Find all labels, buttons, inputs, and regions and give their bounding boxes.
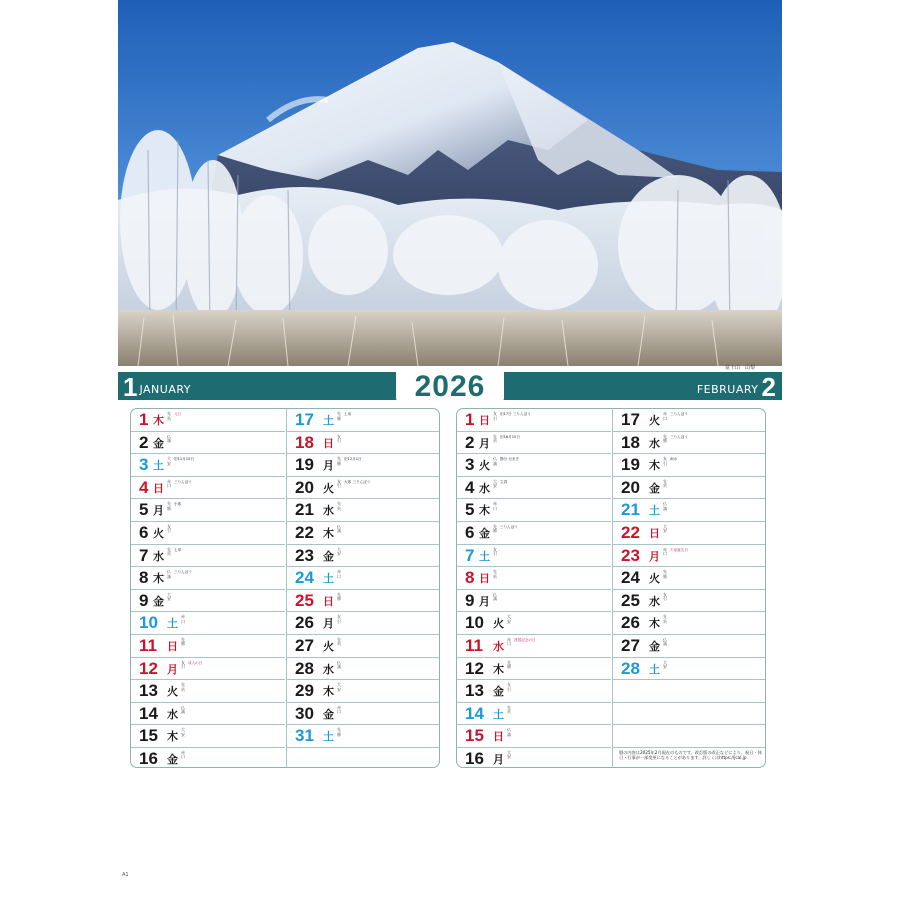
rokuyo-label: 赤口 xyxy=(663,411,667,421)
january-name: JANUARY xyxy=(139,383,192,396)
weekday-label: 日 xyxy=(479,414,490,427)
rokuyo-label: 先負 xyxy=(493,433,497,444)
day-row xyxy=(613,545,766,568)
day-row xyxy=(613,499,766,522)
day-number: 31 xyxy=(295,726,314,746)
weekday-label: 金 xyxy=(493,685,504,699)
rokuyo-label: 友引 xyxy=(337,433,341,444)
rokuyo-label: 先勝 xyxy=(167,501,171,511)
day-number: 17 xyxy=(621,410,640,429)
weekday-label: 水 xyxy=(153,549,164,563)
day-row xyxy=(287,680,440,703)
year-tab xyxy=(396,372,504,402)
weekday-label: 火 xyxy=(493,617,504,631)
day-number: 4 xyxy=(465,477,475,497)
rokuyo-label: 大安 xyxy=(167,456,171,466)
rokuyo-label: 友引 xyxy=(337,478,341,489)
weekday-label: 月 xyxy=(479,436,490,450)
day-row xyxy=(613,680,766,703)
rokuyo-label: 先勝 xyxy=(507,659,511,670)
day-row xyxy=(287,499,440,522)
rokuyo-label: 友引 xyxy=(507,682,511,692)
day-number: 28 xyxy=(621,658,640,678)
rokuyo-label: 先勝 xyxy=(181,636,185,647)
day-row xyxy=(457,545,611,568)
day-event-label: 旧16月15日 xyxy=(500,434,520,439)
day-number: 9 xyxy=(465,590,475,610)
rokuyo-label: 友引 xyxy=(493,546,497,557)
weekday-label: 日 xyxy=(479,572,490,586)
day-number: 1 xyxy=(139,410,149,429)
day-row xyxy=(287,612,440,635)
day-row xyxy=(131,454,285,477)
day-row xyxy=(287,432,440,455)
day-number: 12 xyxy=(465,658,484,678)
day-row xyxy=(131,680,285,703)
rokuyo-label: 大安 xyxy=(493,478,497,489)
calendar-note: 暦の内容は2025年2月現在のものです。改訂版の改正などにより、祝日・休日・行事が一部変更になることがあります。詳しくはhttps://jcal.jp xyxy=(619,749,762,761)
weekday-label: 木 xyxy=(153,414,164,427)
rokuyo-label: 先負 xyxy=(337,501,341,511)
day-number: 7 xyxy=(139,545,149,565)
january-column-2 xyxy=(286,409,440,768)
rokuyo-label: 仏滅 xyxy=(493,591,497,602)
day-number: 2 xyxy=(139,432,149,452)
weekday-label: 月 xyxy=(323,459,334,473)
day-number: 21 xyxy=(621,500,640,520)
rokuyo-label: 先勝 xyxy=(337,456,341,466)
day-number: 10 xyxy=(139,613,158,633)
day-event-label: 三りんぼう xyxy=(670,412,688,416)
day-number: 15 xyxy=(465,726,484,746)
day-number: 17 xyxy=(295,410,314,429)
rokuyo-label: 仏滅 xyxy=(493,456,497,466)
day-row xyxy=(613,725,766,748)
day-number: 16 xyxy=(465,748,484,768)
day-row xyxy=(457,477,611,500)
day-row xyxy=(131,545,285,568)
weekday-label: 水 xyxy=(167,707,178,721)
day-number: 10 xyxy=(465,613,484,633)
day-event-label: 三りんぼう xyxy=(174,479,192,484)
day-number: 19 xyxy=(295,455,314,475)
weekday-label: 木 xyxy=(167,730,178,744)
day-event-label: 立春 xyxy=(500,479,508,484)
day-number: 23 xyxy=(295,545,314,565)
day-row xyxy=(613,703,766,726)
day-number: 13 xyxy=(139,681,158,701)
day-row xyxy=(131,409,285,432)
day-row xyxy=(131,612,285,635)
rokuyo-label: 先勝 xyxy=(337,591,341,602)
rokuyo-label: 赤口 xyxy=(181,749,185,760)
day-number: 8 xyxy=(465,568,475,588)
rokuyo-label: 先勝 xyxy=(663,569,667,579)
day-row xyxy=(613,612,766,635)
day-row xyxy=(131,477,285,500)
day-number: 19 xyxy=(621,455,640,475)
day-row xyxy=(457,725,611,748)
day-row xyxy=(613,658,766,681)
day-event-label: 成人の日 xyxy=(188,660,203,665)
day-event-label: 天皇誕生日 xyxy=(670,547,688,552)
day-row xyxy=(287,635,440,658)
day-event-label: 三りんぼう xyxy=(500,524,518,529)
day-number: 18 xyxy=(295,432,314,452)
rokuyo-label: 大安 xyxy=(337,682,341,692)
weekday-label: 水 xyxy=(493,639,504,653)
weekday-label: 日 xyxy=(649,526,660,540)
day-number: 6 xyxy=(465,522,475,542)
day-event-label: 旧11月15日 xyxy=(174,457,194,462)
day-number: 22 xyxy=(295,522,314,542)
weekday-label: 金 xyxy=(153,436,164,450)
rokuyo-label: 先負 xyxy=(663,614,667,624)
january-panel xyxy=(130,408,440,768)
rokuyo-label: 赤口 xyxy=(663,546,667,557)
day-row xyxy=(457,635,611,658)
day-row xyxy=(287,477,440,500)
day-number: 11 xyxy=(465,635,483,655)
day-event-label: 旧12月1日 xyxy=(344,457,362,462)
weekday-label: 土 xyxy=(323,730,334,744)
rokuyo-label: 先負 xyxy=(493,569,497,579)
day-number: 15 xyxy=(139,726,158,746)
rokuyo-label: 先勝 xyxy=(337,727,341,737)
weekday-label: 月 xyxy=(153,504,164,518)
rokuyo-label: 仏滅 xyxy=(663,636,667,647)
january-column-1 xyxy=(131,409,285,768)
day-number: 20 xyxy=(295,477,314,497)
day-event-label: 七草 xyxy=(174,547,182,552)
february-column-2 xyxy=(612,409,766,768)
rokuyo-label: 大安 xyxy=(663,523,667,534)
day-row xyxy=(613,748,766,768)
weekday-label: 木 xyxy=(153,572,164,586)
day-number: 16 xyxy=(139,748,158,768)
day-row xyxy=(287,590,440,613)
weekday-label: 土 xyxy=(323,414,334,427)
rokuyo-label: 友引 xyxy=(663,591,667,602)
rokuyo-label: 大安 xyxy=(663,659,667,670)
day-row xyxy=(131,703,285,726)
weekday-label: 月 xyxy=(649,549,660,563)
weekday-label: 火 xyxy=(479,459,490,473)
weekday-label: 火 xyxy=(153,526,164,540)
day-row xyxy=(613,454,766,477)
year-label: 2026 xyxy=(414,370,486,403)
rokuyo-label: 赤口 xyxy=(507,636,511,647)
day-row xyxy=(457,522,611,545)
weekday-label: 木 xyxy=(323,685,334,699)
rokuyo-label: 仏滅 xyxy=(507,727,511,737)
day-number: 5 xyxy=(465,500,475,520)
day-number: 6 xyxy=(139,522,149,542)
rokuyo-label: 先負 xyxy=(663,478,667,489)
day-event-label: 建国記念の日 xyxy=(514,637,536,642)
day-number: 4 xyxy=(139,477,149,497)
day-number: 1 xyxy=(465,410,475,429)
day-row xyxy=(613,635,766,658)
day-number: 29 xyxy=(295,681,314,701)
rokuyo-label: 大安 xyxy=(181,727,185,737)
day-row xyxy=(613,477,766,500)
weekday-label: 月 xyxy=(493,752,504,766)
rokuyo-label: 友引 xyxy=(493,411,497,421)
rokuyo-label: 先勝 xyxy=(493,523,497,534)
weekday-label: 水 xyxy=(649,436,660,450)
rokuyo-label: 大安 xyxy=(337,546,341,557)
day-number: 20 xyxy=(621,477,640,497)
weekday-label: 水 xyxy=(649,594,660,608)
day-row xyxy=(131,658,285,681)
day-row xyxy=(457,612,611,635)
rokuyo-label: 仏滅 xyxy=(663,501,667,511)
weekday-label: 木 xyxy=(479,504,490,518)
day-event-label: 旧17日 三りんぼう xyxy=(500,412,531,416)
day-row xyxy=(131,499,285,522)
rokuyo-label: 仏滅 xyxy=(337,659,341,670)
day-row xyxy=(131,635,285,658)
month-header-bar xyxy=(118,370,782,403)
day-row xyxy=(131,567,285,590)
day-number: 22 xyxy=(621,522,640,542)
day-event-label: 大寒 三りんぼう xyxy=(344,479,371,484)
day-row xyxy=(287,725,440,748)
rokuyo-label: 友引 xyxy=(337,614,341,624)
january-label xyxy=(123,372,191,400)
february-number: 2 xyxy=(761,372,776,402)
day-row xyxy=(457,432,611,455)
day-row xyxy=(457,499,611,522)
rokuyo-label: 先負 xyxy=(167,411,171,421)
weekday-label: 日 xyxy=(493,730,504,744)
rokuyo-label: 仏滅 xyxy=(167,569,171,579)
day-row xyxy=(131,748,285,768)
day-row xyxy=(457,658,611,681)
rokuyo-label: 赤口 xyxy=(167,478,171,489)
day-number: 13 xyxy=(465,681,484,701)
weekday-label: 土 xyxy=(649,662,660,676)
weekday-label: 火 xyxy=(323,481,334,495)
mount-fuji-photo xyxy=(118,0,782,366)
weekday-label: 月 xyxy=(323,617,334,631)
day-number: 25 xyxy=(295,590,314,610)
rokuyo-label: 赤口 xyxy=(337,704,341,715)
day-number: 27 xyxy=(621,635,640,655)
day-row xyxy=(287,522,440,545)
rokuyo-label: 先負 xyxy=(507,704,511,715)
rokuyo-label: 先勝 xyxy=(337,411,341,421)
rokuyo-label: 仏滅 xyxy=(337,523,341,534)
weekday-label: 土 xyxy=(167,617,178,631)
day-row xyxy=(613,590,766,613)
rokuyo-label: 大安 xyxy=(507,614,511,624)
day-row xyxy=(287,454,440,477)
day-row xyxy=(287,703,440,726)
weekday-label: 日 xyxy=(153,481,164,495)
day-row xyxy=(613,567,766,590)
rokuyo-label: 先負 xyxy=(337,636,341,647)
day-row xyxy=(287,567,440,590)
rokuyo-label: 先負 xyxy=(181,682,185,692)
weekday-label: 土 xyxy=(323,572,334,586)
day-row xyxy=(131,590,285,613)
day-row xyxy=(613,432,766,455)
rokuyo-label: 仏滅 xyxy=(167,433,171,444)
day-number: 30 xyxy=(295,703,314,723)
february-column-1 xyxy=(457,409,611,768)
day-row xyxy=(457,567,611,590)
day-number: 5 xyxy=(139,500,149,520)
february-label xyxy=(697,372,776,400)
day-event-label: 小寒 xyxy=(174,502,182,507)
weekday-label: 日 xyxy=(167,639,178,653)
day-number: 24 xyxy=(621,568,640,588)
day-row xyxy=(287,545,440,568)
weekday-label: 木 xyxy=(649,459,660,473)
rokuyo-label: 赤口 xyxy=(493,501,497,511)
rokuyo-label: 友引 xyxy=(181,659,185,670)
weekday-label: 金 xyxy=(479,526,490,540)
rokuyo-label: 大安 xyxy=(167,591,171,602)
day-number: 26 xyxy=(295,613,314,633)
weekday-label: 金 xyxy=(323,549,334,563)
weekday-label: 金 xyxy=(649,639,660,653)
day-event-label: 三りんぼう xyxy=(174,570,192,575)
rokuyo-label: 赤口 xyxy=(337,569,341,579)
weekday-label: 木 xyxy=(493,662,504,676)
day-number: 3 xyxy=(465,455,475,475)
day-row xyxy=(457,454,611,477)
weekday-label: 金 xyxy=(153,594,164,608)
day-row xyxy=(131,725,285,748)
day-event-label: 雨水 xyxy=(670,457,678,462)
day-number: 28 xyxy=(295,658,314,678)
weekday-label: 木 xyxy=(649,617,660,631)
weekday-label: 土 xyxy=(649,504,660,518)
rokuyo-label: 仏滅 xyxy=(181,704,185,715)
day-number: 23 xyxy=(621,545,640,565)
weekday-label: 火 xyxy=(649,572,660,586)
day-row xyxy=(287,409,440,432)
product-code: A1 xyxy=(122,872,129,878)
day-row xyxy=(457,748,611,768)
day-number: 14 xyxy=(139,703,158,723)
day-number: 21 xyxy=(295,500,314,520)
weekday-label: 水 xyxy=(323,662,334,676)
weekday-label: 木 xyxy=(323,526,334,540)
rokuyo-label: 友引 xyxy=(167,523,171,534)
day-number: 9 xyxy=(139,590,149,610)
weekday-label: 土 xyxy=(493,707,504,721)
day-number: 18 xyxy=(621,432,640,452)
weekday-label: 金 xyxy=(167,752,178,766)
january-number: 1 xyxy=(123,372,138,402)
weekday-label: 月 xyxy=(479,594,490,608)
day-event-label: 土用 xyxy=(344,412,352,416)
weekday-label: 土 xyxy=(153,459,164,473)
day-number: 24 xyxy=(295,568,314,588)
weekday-label: 月 xyxy=(167,662,178,676)
weekday-label: 金 xyxy=(323,707,334,721)
landscape-image xyxy=(118,0,782,366)
day-number: 2 xyxy=(465,432,475,452)
day-number: 8 xyxy=(139,568,149,588)
day-row xyxy=(457,590,611,613)
day-row xyxy=(613,522,766,545)
day-row xyxy=(457,680,611,703)
day-number: 11 xyxy=(139,635,157,655)
day-number: 25 xyxy=(621,590,640,610)
rokuyo-label: 赤口 xyxy=(181,614,185,624)
day-number: 27 xyxy=(295,635,314,655)
day-event-label: 節分 豆まき xyxy=(500,457,520,462)
weekday-label: 火 xyxy=(323,639,334,653)
rokuyo-label: 友引 xyxy=(663,456,667,466)
day-number: 14 xyxy=(465,703,484,723)
day-row xyxy=(287,748,440,768)
day-row xyxy=(287,658,440,681)
weekday-label: 火 xyxy=(649,414,660,427)
day-number: 12 xyxy=(139,658,158,678)
day-row xyxy=(457,703,611,726)
weekday-label: 水 xyxy=(323,504,334,518)
day-row xyxy=(613,409,766,432)
day-number: 7 xyxy=(465,545,475,565)
weekday-label: 火 xyxy=(167,685,178,699)
photo-caption: 富士山 山梨 xyxy=(725,365,756,371)
day-row xyxy=(131,522,285,545)
february-panel xyxy=(456,408,766,768)
weekday-label: 水 xyxy=(479,481,490,495)
february-name: FEBRUARY xyxy=(696,383,759,396)
weekday-label: 土 xyxy=(479,549,490,563)
day-number: 3 xyxy=(139,455,149,475)
day-row xyxy=(131,432,285,455)
day-row xyxy=(457,409,611,432)
weekday-label: 日 xyxy=(323,594,334,608)
day-number: 26 xyxy=(621,613,640,633)
weekday-label: 日 xyxy=(323,436,334,450)
day-event-label: 元日 xyxy=(174,412,182,416)
day-event-label: 三りんぼう xyxy=(670,434,688,439)
rokuyo-label: 先勝 xyxy=(663,433,667,444)
rokuyo-label: 先負 xyxy=(167,546,171,557)
weekday-label: 金 xyxy=(649,481,660,495)
rokuyo-label: 大安 xyxy=(507,749,511,760)
